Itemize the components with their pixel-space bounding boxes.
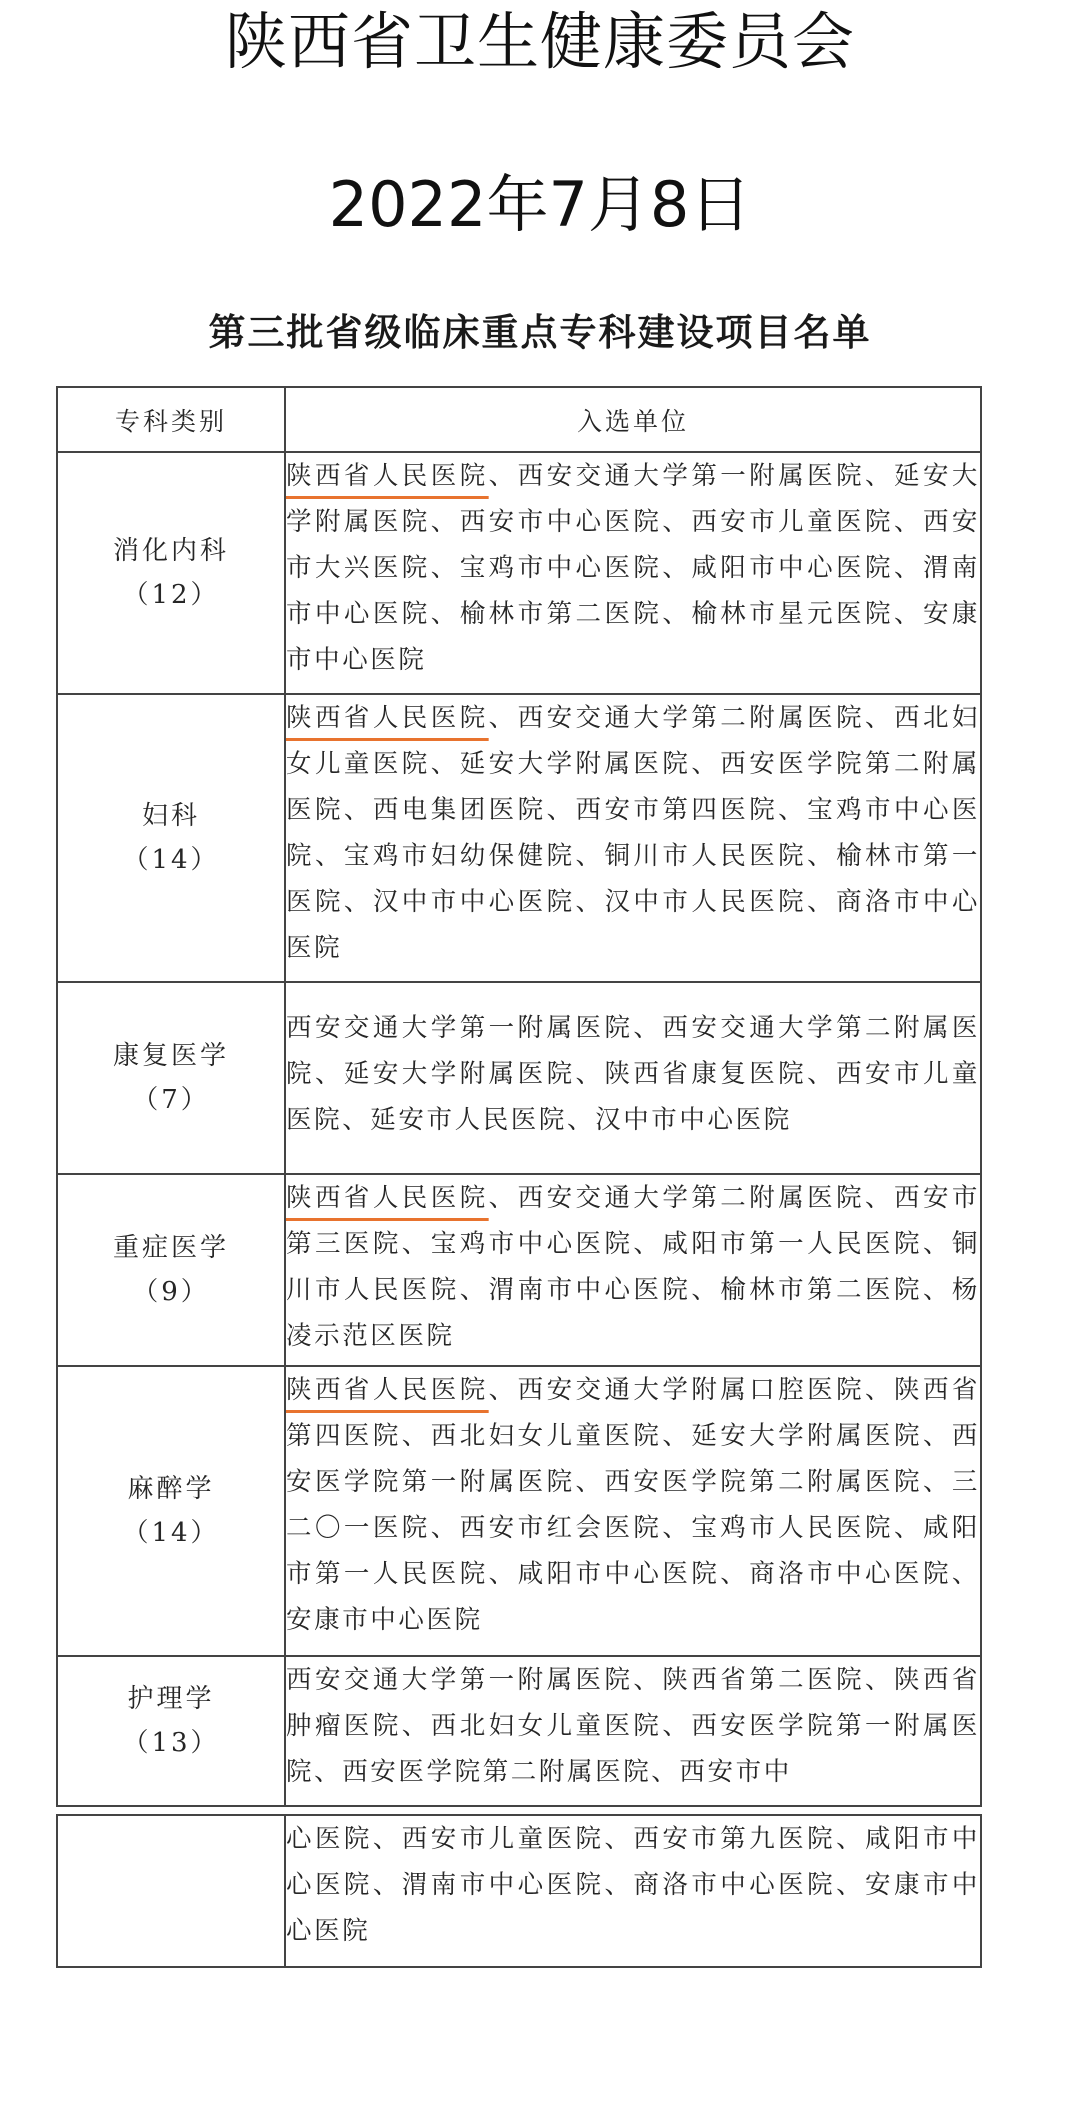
category-cell	[57, 982, 285, 1174]
category-count: （14）	[122, 1518, 220, 1548]
category-count: （7）	[132, 1085, 210, 1115]
units-cell	[285, 452, 981, 694]
category-count: （12）	[122, 580, 220, 610]
units-cell	[285, 694, 981, 982]
category-count: （14）	[122, 845, 220, 875]
units-cell	[285, 1656, 981, 1806]
specialty-table	[56, 386, 982, 1807]
highlighted-hospital: 陕西省人民医院	[286, 1183, 489, 1213]
table-row	[57, 982, 981, 1174]
category-name: 康复医学	[112, 1041, 229, 1071]
table-header-row	[57, 387, 981, 452]
table-row	[57, 452, 981, 694]
units-text: 、西安交通大学附属口腔医院、陕西省第四医院、西北妇女儿童医院、延安大学附属医院、西安医学院第一附属医院、西安医学院第二附属医院、三二〇一医院、西安市红会医院、宝鸡市人民医院、咸阳市第一人民医院、咸阳市中心医院、商洛市中心医院、安康市中心医院	[286, 1375, 981, 1635]
units-cell	[285, 1815, 981, 1967]
category-cell	[57, 1366, 285, 1656]
table-row	[57, 1815, 981, 1967]
column-header-category: 专科类别	[57, 387, 285, 452]
category-name: 重症医学	[112, 1233, 229, 1263]
highlighted-hospital: 陕西省人民医院	[286, 1375, 489, 1405]
highlighted-hospital: 陕西省人民医院	[286, 703, 489, 733]
category-cell	[57, 1174, 285, 1366]
table-row	[57, 1174, 981, 1366]
table-row	[57, 1656, 981, 1806]
units-text: 心医院、西安市儿童医院、西安市第九医院、咸阳市中心医院、渭南市中心医院、商洛市中心医院、安康市中心医院	[286, 1824, 980, 1946]
organization-name: 陕西省卫生健康委员会	[224, 5, 855, 78]
category-count: （13）	[122, 1728, 220, 1758]
document-date: 2022年7月8日	[328, 168, 752, 241]
units-text: 西安交通大学第一附属医院、陕西省第二医院、陕西省肿瘤医院、西北妇女儿童医院、西安医学院第一附属医院、西安医学院第二附属医院、西安市中	[286, 1665, 980, 1787]
units-text: 、西安交通大学第二附属医院、西安市第三医院、宝鸡市中心医院、咸阳市第一人民医院、铜川市人民医院、渭南市中心医院、榆林市第二医院、杨凌示范区医院	[286, 1183, 981, 1351]
category-cell	[57, 1656, 285, 1806]
units-text: 、西安交通大学第二附属医院、西北妇女儿童医院、延安大学附属医院、西安医学院第二附属医院、西电集团医院、西安市第四医院、宝鸡市中心医院、宝鸡市妇幼保健院、铜川市人民医院、榆林市第一医院、汉中市中心医院、汉中市人民医院、商洛市中心医院	[286, 703, 981, 963]
units-text: 、西安交通大学第一附属医院、延安大学附属医院、西安市中心医院、西安市儿童医院、西安市大兴医院、宝鸡市中心医院、咸阳市中心医院、渭南市中心医院、榆林市第二医院、榆林市星元医院、安康市中心医院	[286, 461, 981, 675]
category-cell	[57, 452, 285, 694]
units-text: 西安交通大学第一附属医院、西安交通大学第二附属医院、延安大学附属医院、陕西省康复医院、西安市儿童医院、延安市人民医院、汉中市中心医院	[286, 1013, 980, 1135]
specialty-table-continued	[56, 1814, 982, 1968]
document-title: 第三批省级临床重点专科建设项目名单	[208, 310, 872, 354]
units-cell	[285, 1174, 981, 1366]
category-name: 妇科	[141, 801, 200, 831]
units-cell	[285, 1366, 981, 1656]
category-cell-empty	[57, 1815, 285, 1967]
category-name: 麻醉学	[127, 1474, 215, 1504]
units-cell	[285, 982, 981, 1174]
table-row	[57, 694, 981, 982]
category-count: （9）	[132, 1277, 210, 1307]
category-name: 消化内科	[112, 536, 229, 566]
category-cell	[57, 694, 285, 982]
highlighted-hospital: 陕西省人民医院	[286, 461, 489, 491]
table-row	[57, 1366, 981, 1656]
category-name: 护理学	[127, 1684, 215, 1714]
column-header-units: 入选单位	[285, 387, 981, 452]
